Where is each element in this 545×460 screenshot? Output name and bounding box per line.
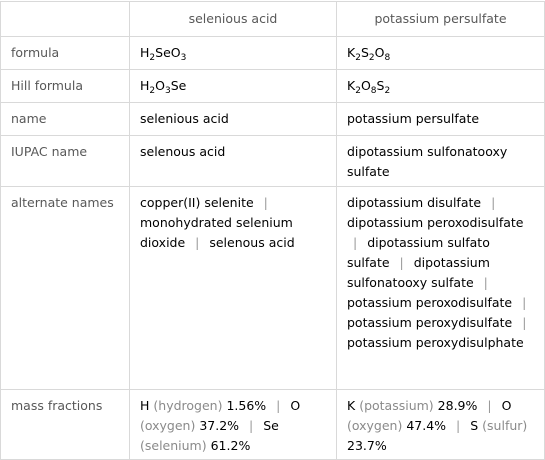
row-label-mass-fractions: mass fractions xyxy=(1,390,130,460)
mass-fraction-entry xyxy=(347,398,477,413)
separator: | xyxy=(353,235,358,250)
formula-symbol: H xyxy=(140,45,150,60)
hill-formula-selenious-acid xyxy=(130,70,337,103)
alternate-name: potassium peroxydisulfate xyxy=(347,315,513,330)
mass-fraction-entry xyxy=(140,398,266,413)
alternate-names-selenious-acid xyxy=(130,187,337,390)
separator: | xyxy=(491,195,496,210)
formula-symbol: K xyxy=(347,45,356,60)
alternate-name: dipotassium sulfonatooxy sulfate xyxy=(347,255,490,290)
formula-symbol: SeO xyxy=(155,45,181,60)
alternate-name: dipotassium peroxodisulfate xyxy=(347,215,524,230)
formula-subscript: 2 xyxy=(384,86,391,96)
formula-symbol: K xyxy=(347,78,356,93)
alternate-name: selenous acid xyxy=(209,235,295,250)
formula-subscript: 2 xyxy=(368,53,375,63)
iupac-name-potassium-persulfate: dipotassium sulfonatooxy sulfate xyxy=(337,136,545,187)
row-label-formula: formula xyxy=(1,37,130,70)
row-label-iupac-name: IUPAC name xyxy=(1,136,130,187)
element-name: (potassium) xyxy=(359,398,434,413)
formula-subscript: 8 xyxy=(384,53,391,63)
formula-selenious-acid xyxy=(130,37,337,70)
element-name: (hydrogen) xyxy=(153,398,223,413)
header-row xyxy=(1,2,545,37)
formula-subscript: 2 xyxy=(355,86,361,96)
alternate-name: potassium peroxydisulphate xyxy=(347,335,524,350)
comparison-table xyxy=(0,1,545,460)
element-percentage: 47.4% xyxy=(406,418,447,433)
alternate-name: dipotassium disulfate xyxy=(347,195,482,210)
formula-symbol: O xyxy=(155,78,165,93)
mass-fractions-potassium-persulfate xyxy=(337,390,545,460)
separator: | xyxy=(487,398,492,413)
alternate-names-potassium-persulfate xyxy=(337,187,545,390)
formula-subscript: 2 xyxy=(355,53,361,63)
element-name: (selenium) xyxy=(140,438,207,453)
iupac-name-row xyxy=(1,136,545,187)
name-row xyxy=(1,103,545,136)
element-symbol: K xyxy=(347,398,356,413)
element-name: (oxygen) xyxy=(347,418,403,433)
alternate-names-row xyxy=(1,187,545,390)
alternate-name: potassium peroxodisulfate xyxy=(347,295,513,310)
separator: | xyxy=(522,295,527,310)
name-selenious-acid: selenious acid xyxy=(130,103,337,136)
element-symbol: O xyxy=(290,398,301,413)
hill-formula-row xyxy=(1,70,545,103)
element-percentage: 61.2% xyxy=(210,438,251,453)
row-label-hill-formula: Hill formula xyxy=(1,70,130,103)
element-symbol: S xyxy=(470,418,479,433)
formula-symbol: Se xyxy=(170,78,187,93)
formula-potassium-persulfate xyxy=(337,37,545,70)
alternate-name: dipotassium sulfato sulfate xyxy=(347,235,490,270)
formula-symbol: S xyxy=(376,78,385,93)
alternate-name: copper(II) selenite xyxy=(140,195,254,210)
mass-fractions-row xyxy=(1,390,545,460)
separator: | xyxy=(263,195,268,210)
name-potassium-persulfate: potassium persulfate xyxy=(337,103,545,136)
formula-subscript: 2 xyxy=(149,53,156,63)
element-symbol: H xyxy=(140,398,150,413)
formula-subscript: 3 xyxy=(180,53,187,63)
element-name: (oxygen) xyxy=(140,418,196,433)
separator: | xyxy=(195,235,200,250)
formula-symbol: S xyxy=(360,45,369,60)
element-percentage: 37.2% xyxy=(199,418,240,433)
separator: | xyxy=(522,315,527,330)
formula-subscript: 2 xyxy=(149,86,156,96)
formula-subscript: 3 xyxy=(164,86,171,96)
element-percentage: 1.56% xyxy=(226,398,267,413)
separator: | xyxy=(399,255,404,270)
formula-symbol: O xyxy=(374,45,385,60)
separator: | xyxy=(276,398,281,413)
separator: | xyxy=(483,275,488,290)
element-percentage: 28.9% xyxy=(437,398,478,413)
header-corner-cell xyxy=(1,2,130,37)
formula-symbol: H xyxy=(140,78,150,93)
iupac-name-selenious-acid: selenous acid xyxy=(130,136,337,187)
element-percentage: 23.7% xyxy=(347,438,387,453)
formula-row xyxy=(1,37,545,70)
hill-formula-potassium-persulfate xyxy=(337,70,545,103)
element-name: (sulfur) xyxy=(482,418,528,433)
separator: | xyxy=(249,418,254,433)
formula-subscript: 8 xyxy=(370,86,377,96)
element-symbol: Se xyxy=(263,418,279,433)
separator: | xyxy=(456,418,461,433)
alternate-name: monohydrated selenium dioxide xyxy=(140,215,293,250)
header-selenious-acid: selenious acid xyxy=(130,2,337,37)
formula-symbol: O xyxy=(360,78,371,93)
element-symbol: O xyxy=(501,398,512,413)
header-potassium-persulfate: potassium persulfate xyxy=(337,2,545,37)
row-label-name: name xyxy=(1,103,130,136)
row-label-alternate-names: alternate names xyxy=(1,187,130,390)
mass-fractions-selenious-acid xyxy=(130,390,337,460)
